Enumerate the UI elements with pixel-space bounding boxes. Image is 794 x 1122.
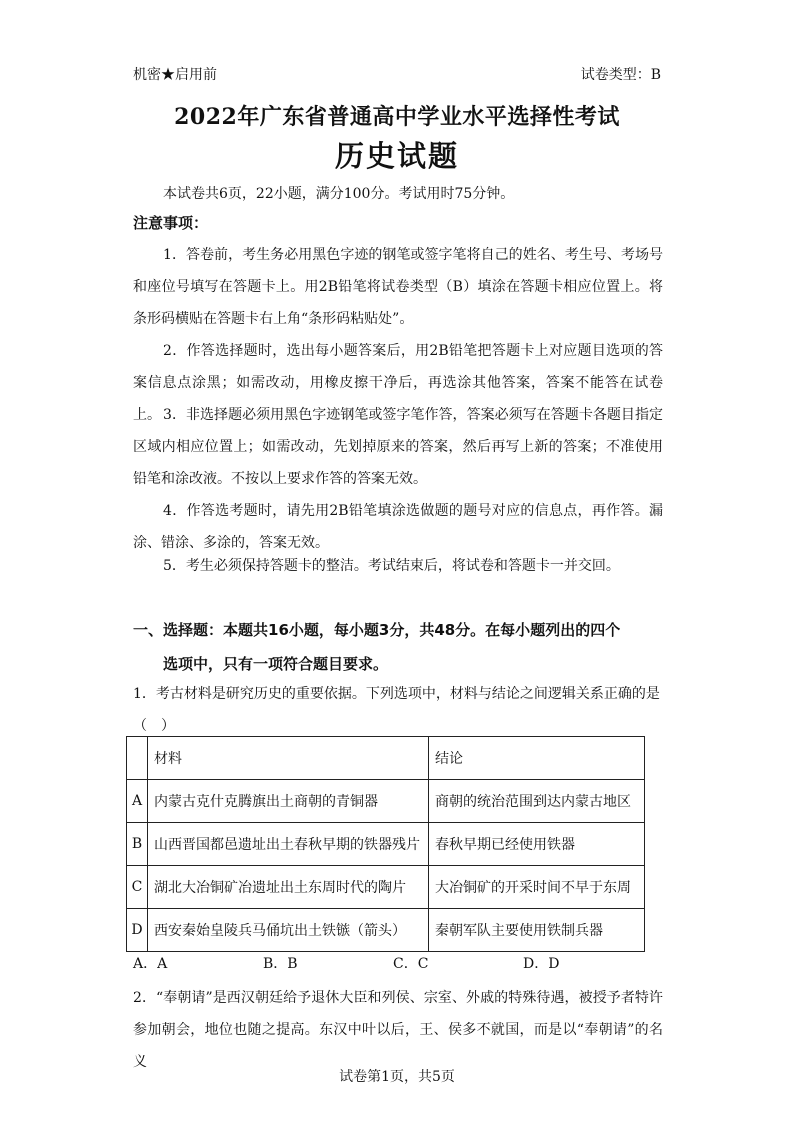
option-c: C．C — [393, 956, 429, 972]
exam-intro: 本试卷共6页，22小题，满分100分。考试用时75分钟。 — [163, 186, 515, 202]
question-1 — [133, 678, 663, 742]
exam-title: 2022年广东省普通高中学业水平选择性考试 — [174, 104, 620, 130]
table-cell-letter: A — [127, 780, 148, 823]
table-header-cell: 材料 — [148, 737, 429, 780]
table-row — [127, 780, 645, 823]
table-cell-material: 湖北大冶铜矿冶遗址出土东周时代的陶片 — [148, 866, 429, 909]
page-footer: 试卷第1页，共5页 — [339, 1069, 455, 1085]
table-cell-letter: D — [127, 909, 148, 952]
table-header-row — [127, 737, 645, 780]
table-row — [127, 823, 645, 866]
notice-item: 1．答卷前，考生务必用黑色字迹的钢笔或签字笔将自己的姓名、考生号、考场号和座位号填写在答题卡上。用2B铅笔将试卷类型（B）填涂在答题卡相应位置上。将条形码横贴在答题卡右上角“条形码粘贴处”。 — [133, 247, 663, 327]
question-1-options — [133, 953, 653, 975]
notice-heading: 注意事项： — [133, 214, 209, 232]
table-header-cell — [127, 737, 148, 780]
question-1-table — [126, 736, 645, 952]
table-cell-conclusion: 春秋早期已经使用铁器 — [429, 823, 645, 866]
page-header — [133, 66, 661, 84]
table-cell-letter: B — [127, 823, 148, 866]
table-row — [127, 909, 645, 952]
notice-item: 2．作答选择题时，选出每小题答案后，用2B铅笔把答题卡上对应题目选项的答案信息点涂黑；如需改动，用橡皮擦干净后，再选涂其他答案，答案不能答在试卷上。 — [133, 343, 663, 423]
option-a: A．A — [133, 956, 168, 972]
question-1-stem: 1．考古材料是研究历史的重要依据。下列选项中，材料与结论之间逻辑关系正确的是（ ） — [133, 686, 660, 734]
option-b: B．B — [263, 956, 298, 972]
question-2-stem: 2．“奉朝请”是西汉朝廷给予退休大臣和列侯、宗室、外戚的特殊待遇，被授予者特许参加朝会，地位也随之提高。东汉中叶以后，王、侯多不就国，而是以“奉朝请”的名义 — [133, 990, 663, 1070]
table-cell-material: 山西晋国都邑遗址出土春秋早期的铁器残片 — [148, 823, 429, 866]
exam-subject-title: 历史试题 — [334, 139, 459, 173]
notice-item: 3．非选择题必须用黑色字迹钢笔或签字笔作答，答案必须写在答题卡各题目指定区域内相应位置上；如需改动，先划掉原来的答案，然后再写上新的答案；不准使用铅笔和涂改液。不按以上要求作答的答案无效。 — [133, 407, 663, 487]
section-heading-line2: 选项中，只有一项符合题目要求。 — [163, 655, 389, 673]
table-cell-material: 西安秦始皇陵兵马俑坑出土铁镞（箭头） — [148, 909, 429, 952]
section-heading — [133, 613, 668, 681]
table-cell-conclusion: 商朝的统治范围到达内蒙古地区 — [429, 780, 645, 823]
section-heading-line1: 一、选择题：本题共16小题，每小题3分，共48分。在每小题列出的四个 — [133, 621, 621, 639]
option-d: D．D — [523, 956, 560, 972]
notice-item: 5．考生必须保持答题卡的整洁。考试结束后，将试卷和答题卡一并交回。 — [163, 558, 620, 574]
table-cell-letter: C — [127, 866, 148, 909]
notice-item: 4．作答选考题时，请先用2B铅笔填涂选做题的题号对应的信息点，再作答。漏涂、错涂、多涂的，答案无效。 — [133, 503, 663, 551]
table-cell-material: 内蒙古克什克腾旗出土商朝的青铜器 — [148, 780, 429, 823]
table-cell-conclusion: 大冶铜矿的开采时间不早于东周 — [429, 866, 645, 909]
table-row — [127, 866, 645, 909]
paper-type-label: 试卷类型：B — [580, 67, 661, 83]
table-cell-conclusion: 秦朝军队主要使用铁制兵器 — [429, 909, 645, 952]
confidential-label: 机密★启用前 — [133, 67, 217, 83]
table-header-cell: 结论 — [429, 737, 645, 780]
